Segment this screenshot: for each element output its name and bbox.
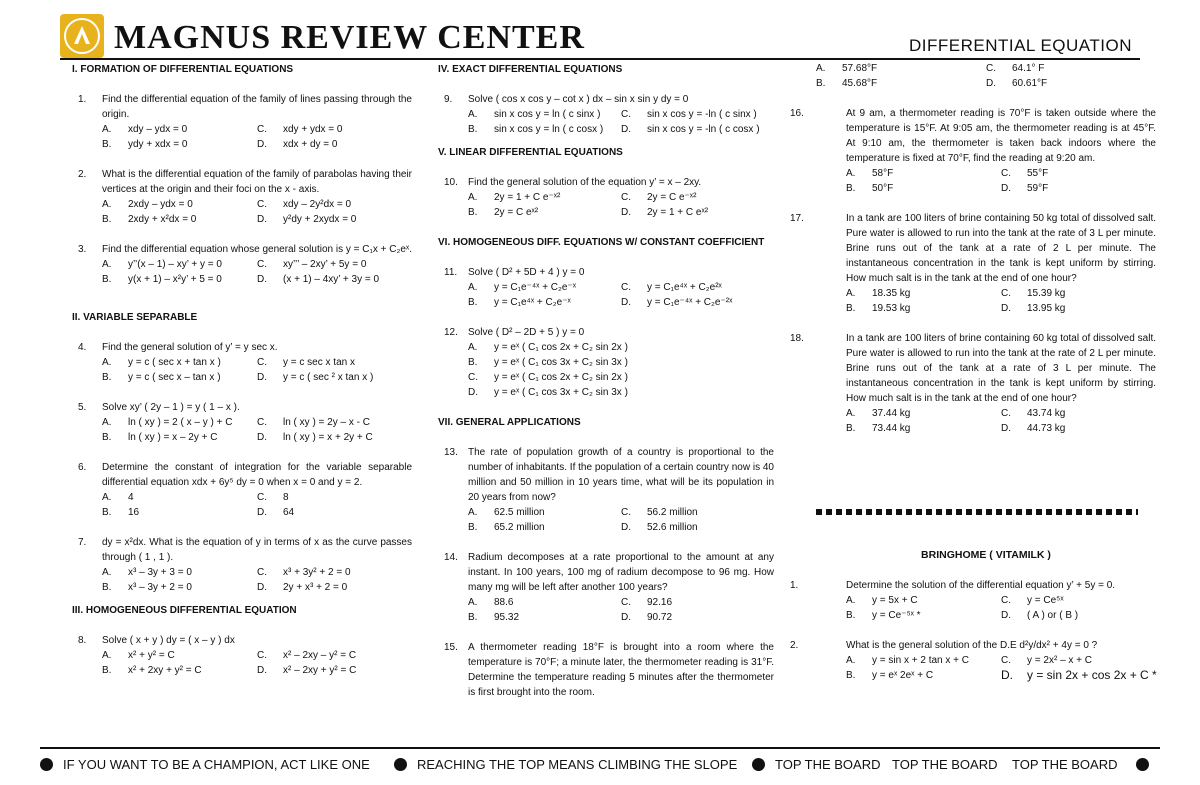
question-12: 12. Solve ( D² – 2D + 5 ) y = 0 (444, 327, 585, 338)
question-16-options: A. 58°F C. 55°F B. 50°F D. 59°F (846, 168, 1049, 194)
bullet-icon (1136, 758, 1149, 771)
section-heading: II. VARIABLE SEPARABLE (72, 312, 198, 323)
section-heading: VII. GENERAL APPLICATIONS (438, 417, 581, 428)
bringhome-question-2: 2. What is the general solution of the D.E d²y/dx² + 4y = 0 ? (790, 640, 1098, 651)
question-1-options: A. xdy – ydx = 0 C. xdy + ydx = 0 B. ydy + xdx = 0 D. xdx + dy = 0 (102, 124, 343, 150)
dotted-divider (816, 509, 1138, 515)
question-5-options: A. ln ( xy ) = 2 ( x – y ) + C C. ln ( xy ) = 2y – x - C B. ln ( xy ) = x – 2y + C D. ln ( xy ) = x + 2y + C (102, 417, 373, 443)
bullet-icon (394, 758, 407, 771)
footer-motto-2: REACHING THE TOP MEANS CLIMBING THE SLOPE (394, 754, 737, 776)
question-11: 11. Solve ( D² + 5D + 4 ) y = 0 (444, 267, 585, 278)
document-title: DIFFERENTIAL EQUATION (908, 36, 1132, 55)
section-heading: III. HOMOGENEOUS DIFFERENTIAL EQUATION (72, 605, 297, 616)
question-14: 14. Radium decomposes at a rate proportional to the amount at any instant. In 100 years, 100 mg of radium decompose to 96 mg. How many mg will be left after another 100 years? (444, 552, 774, 593)
question-5: 5. Solve xy’ ( 2y – 1 ) = y ( 1 – x ). (78, 402, 240, 413)
bringhome-section (790, 548, 1157, 683)
footer-motto-1: IF YOU WANT TO BE A CHAMPION, ACT LIKE ONE (40, 754, 370, 776)
question-15-options: A. 57.68°F C. 64.1° F B. 45.68°F D. 60.61°F (816, 63, 1048, 89)
question-1: 1. Find the differential equation of the family of lines passing through the origin. (78, 94, 412, 120)
question-4: 4. Find the general solution of y’ = y sec x. (78, 342, 278, 353)
question-14-options: A. 88.6 C. 92.16 B. 95.32 D. 90.72 (468, 597, 673, 623)
question-13-options: A. 62.5 million C. 56.2 million B. 65.2 million D. 52.6 million (468, 507, 698, 533)
column-1 (72, 62, 412, 678)
question-7: 7. dy = x²dx. What is the equation of y in terms of x as the curve passes through ( 1 , 1 ). (78, 537, 412, 563)
bringhome-question-2-options: A. y = sin x + 2 tan x + C C. y = 2x² – x + C B. y = eˣ 2eˣ + C D. y = sin 2x + cos 2x + C * (846, 655, 1157, 682)
question-11-options: A. y = C₁e⁻⁴ˣ + C₂e⁻ˣ C. y = C₁e⁴ˣ + C₂e²ˣ B. y = C₁e⁴ˣ + C₂e⁻ˣ D. y = C₁e⁻⁴ˣ + C₂e⁻²ˣ (468, 282, 733, 308)
column-3 (790, 61, 1156, 436)
bringhome-question-1: 1. Determine the solution of the differential equation y’ + 5y = 0. (790, 580, 1116, 591)
section-heading: V. LINEAR DIFFERENTIAL EQUATIONS (438, 147, 623, 158)
question-9-options: A. sin x cos y = ln ( c sinx ) C. sin x cos y = -ln ( c sinx ) B. sin x cos y = ln ( c cosx ) D. sin x cos y = -ln ( c cosx ) (468, 109, 760, 135)
question-17: 17. In a tank are 100 liters of brine containing 50 kg total of dissolved salt. Pure water is allowed to run into the tank at the rate of 3 L per minute. Brine runs out of the tank at a rate of 2 L per minute. The instantaneous concentration in the tank is kept uniform by stirring. How much salt is in the tank at the end of one hour? (790, 213, 1156, 284)
page-header (60, 8, 1140, 58)
question-8-options: A. x² + y² = C C. x² – 2xy – y² = C B. x² + 2xy + y² = C D. x² – 2xy + y² = C (102, 650, 357, 676)
footer (40, 754, 1160, 776)
brand-name: MAGNUS REVIEW CENTER (114, 19, 585, 56)
section-heading: I. FORMATION OF DIFFERENTIAL EQUATIONS (72, 64, 294, 75)
bringhome-heading: BRINGHOME ( VITAMILK ) (921, 549, 1051, 561)
question-9: 9. Solve ( cos x cos y – cot x ) dx – sin x sin y dy = 0 (444, 94, 689, 105)
section-heading: VI. HOMOGENEOUS DIFF. EQUATIONS W/ CONSTANT COEFFICIENT (438, 237, 765, 248)
footer-motto-3: TOP THE BOARD (752, 754, 880, 776)
column-2 (438, 62, 774, 700)
footer-rule (40, 747, 1160, 749)
question-15: 15. A thermometer reading 18°F is brought into a room where the temperature is 70°F; a minute later, the thermometer reading is 31°F. Determine the temperature reading 5 minutes after the thermometer is first brought into the room. (444, 642, 774, 698)
magnus-logo-icon (60, 14, 104, 58)
question-10: 10. Find the general solution of the equation y’ = x – 2xy. (444, 177, 702, 188)
section-heading: IV. EXACT DIFFERENTIAL EQUATIONS (438, 64, 623, 75)
bullet-icon (752, 758, 765, 771)
question-10-options: A. 2y = 1 + C e⁻ˣ² C. 2y = C e⁻ˣ² B. 2y = C eˣ² D. 2y = 1 + C eˣ² (468, 192, 709, 218)
header-rule (60, 58, 1140, 60)
question-2-options: A. 2xdy – ydx = 0 C. xdy – 2y²dx = 0 B. 2xdy + x²dx = 0 D. y²dy + 2xydx = 0 (102, 199, 357, 225)
question-8: 8. Solve ( x + y ) dy = ( x – y ) dx (78, 635, 235, 646)
bringhome-question-1-options: A. y = 5x + C C. y = Ce⁵ˣ B. y = Ce⁻⁵ˣ * D. ( A ) or ( B ) (846, 595, 1079, 621)
footer-motto-4: TOP THE BOARD (892, 757, 998, 772)
question-12-options: A. y = eˣ ( C₁ cos 2x + C₂ sin 2x ) B. y = eˣ ( C₁ cos 3x + C₂ sin 3x ) C. y = eˣ ( C₁ cos 2x + C₂ sin 2x ) D. y = eˣ ( C₁ cos 3x + C₂ sin 3x ) (468, 342, 628, 398)
question-7-options: A. x³ – 3y + 3 = 0 C. x³ + 3y² + 2 = 0 B. x³ – 3y + 2 = 0 D. 2y + x³ + 2 = 0 (102, 567, 351, 593)
footer-motto-5: TOP THE BOARD (1012, 757, 1118, 772)
footer-end (1136, 754, 1159, 776)
question-18-options: A. 37.44 kg C. 43.74 kg B. 73.44 kg D. 44.73 kg (846, 408, 1066, 434)
question-18: 18. In a tank are 100 liters of brine containing 60 kg total of dissolved salt. Pure water is allowed to run into the tank at the rate of 2 L per minute. Brine runs out of the tank at a rate of 3 L per minute. The instantaneous concentration in the tank is kept uniform by stirring. How much salt is in the tank at the end of one hour? (790, 333, 1156, 404)
question-16: 16. At 9 am, a thermometer reading is 70°F is taken outside where the temperature is 15°F. At 9:05 am, the thermometer reading is at 45°F. At 9:10 am, the thermometer is taken back indoors where the temperature is fixed at 70°F, find the reading at 9:20 am. (790, 108, 1156, 164)
question-3-options: A. y’’(x – 1) – xy’ + y = 0 C. xy’’’ – 2xy’ + 5y = 0 B. y(x + 1) – x²y’ + 5 = 0 D. (x + 1) – 4xy’ + 3y = 0 (102, 259, 380, 285)
question-6-options: A. 4 C. 8 B. 16 D. 64 (102, 492, 295, 518)
question-6: 6. Determine the constant of integration for the variable separable differential equation xdx + 6y⁵ dy = 0 when x = 0 and y = 2. (78, 462, 412, 488)
bullet-icon (40, 758, 53, 771)
question-2: 2. What is the differential equation of the family of parabolas having their vertices at the origin and their foci on the x - axis. (78, 169, 412, 195)
question-17-options: A. 18.35 kg C. 15.39 kg B. 19.53 kg D. 13.95 kg (846, 288, 1066, 314)
question-3: 3. Find the differential equation whose general solution is y = C₁x + C₂eˣ. (78, 244, 412, 255)
question-4-options: A. y = c ( sec x + tan x ) C. y = c sec x tan x B. y = c ( sec x – tan x ) D. y = c ( sec ² x tan x ) (102, 357, 374, 383)
question-13: 13. The rate of population growth of a country is proportional to the number of inhabitants. If the population of a certain country now is 40 million and 50 million in 10 years time, what will be its population in 20 years from now? (444, 447, 774, 503)
